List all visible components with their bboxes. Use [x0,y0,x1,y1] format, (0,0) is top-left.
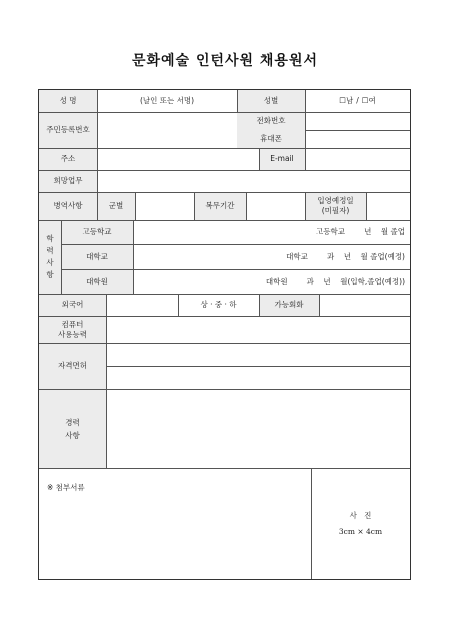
rrn-label: 주민등록번호 [46,125,90,134]
education-label-char: 학 [46,234,54,243]
computer-label [39,316,106,343]
education-label-char: 항 [46,270,54,279]
career-label [39,389,106,468]
enlist-date-label [305,192,366,220]
branch-label: 군별 [108,201,124,210]
education-level-university: 대학교 [86,251,108,261]
education-detail-university: 대학교 과 년 월 졸업(예정) [286,251,405,261]
phone-label: 전화번호 [256,116,286,125]
name-signature-hint: (날인 또는 서명) [139,96,195,105]
language-levels: 상 · 중 · 하 [200,300,237,309]
gender-label: 성별 [263,96,279,105]
education-level-graduate: 대학원 [86,276,108,286]
career-label-line1: 경력 [65,417,80,427]
license-label: 자격면허 [58,361,87,370]
form-title: 문화예술 인턴사원 채용원서 [131,53,319,69]
name-label: 성 명 [59,96,77,105]
enlist-date-label-line1: 입영예정일 [317,196,354,205]
education-label-char: 사 [46,258,54,267]
education-detail-graduate: 대학원 과 년 월(입학,졸업(예정)) [265,276,405,286]
gender-options [305,90,410,112]
gender-separator: / [356,96,359,105]
computer-label-line1: 컴퓨터 [61,319,84,329]
education-level-high-school: 고등학교 [82,227,112,236]
attachments-label: ※ 첨부서류 [47,483,85,492]
photo-label: 사 진 [349,511,372,520]
address-label: 주소 [60,154,76,163]
conversation-label: 가능회화 [274,300,304,309]
computer-label-line2: 사용능력 [58,329,87,339]
email-label: E-mail [270,154,294,163]
career-label-line2: 사항 [65,430,80,440]
application-form [38,89,411,580]
gender-female-checkbox[interactable]: ☐여 [361,96,376,105]
service-period-label: 복무기간 [205,201,235,210]
education-detail-high-school: 고등학교 년 월 졸업 [316,227,405,236]
education-label-char: 력 [46,246,54,255]
enlist-date-label-line2: (미필자) [321,206,350,215]
language-label: 외국어 [61,300,84,309]
photo-size: 3cm × 4cm [338,527,383,536]
mobile-label: 휴대폰 [260,134,282,143]
education-label [39,220,61,294]
military-label: 병역사항 [53,201,83,210]
desired-job-label: 희망업무 [53,176,83,185]
gender-male-checkbox[interactable]: ☐남 [339,96,354,105]
